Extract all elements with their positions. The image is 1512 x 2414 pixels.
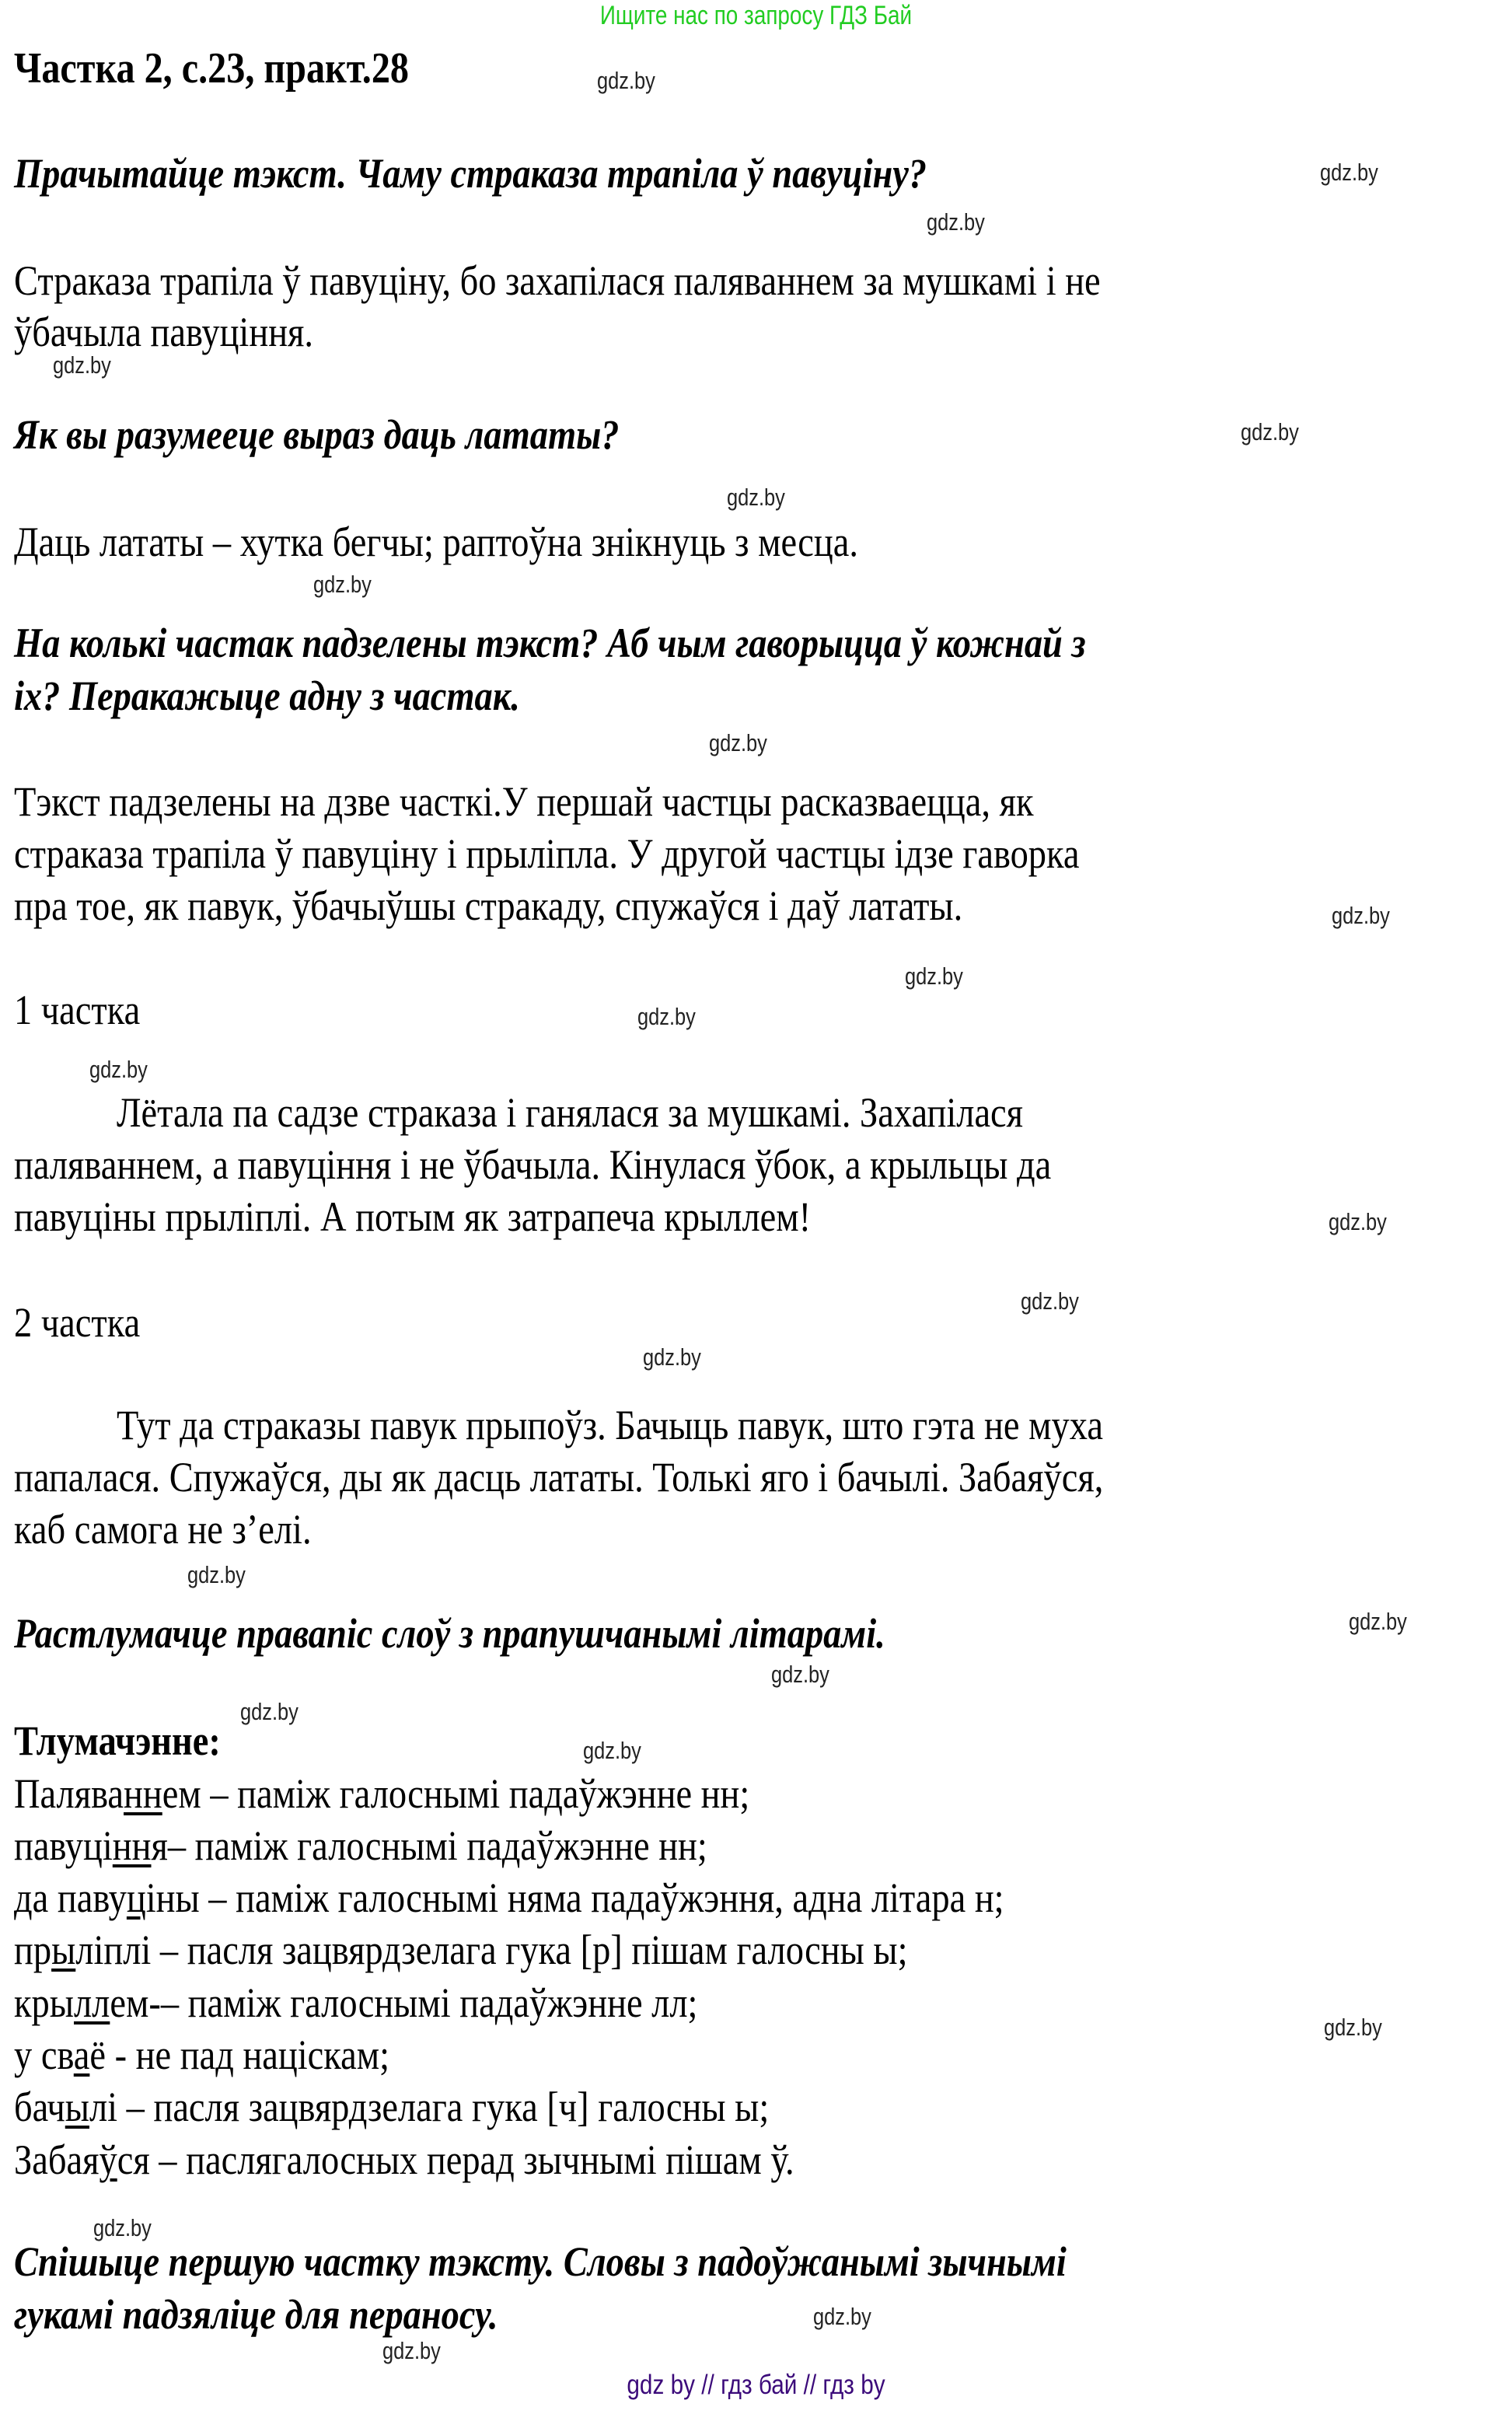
footer-links: gdz by // гдз бай // гдз by (627, 2370, 885, 2400)
question-1: Прачытайце тэкст. Чаму страказа трапіла ў павуціну? (14, 150, 927, 197)
rule-text: я– паміж галоснымі падаўжэнне нн; (151, 1822, 707, 1869)
watermark: gdz.by (727, 484, 785, 511)
question-2: Як вы разумееце выраз даць лататы? (14, 411, 620, 458)
watermark: gdz.by (240, 1698, 299, 1725)
explanation-line (14, 1820, 707, 1871)
search-banner: Ищите нас по запросу ГДЗ Бай (599, 1, 913, 30)
part-2-line-2: папалася. Спужаўся, ды як дасць лататы. Толькі яго і бачылі. Забаяўся, (14, 1454, 1104, 1500)
watermark: gdz.by (637, 1003, 696, 1030)
part-2-line-3: каб самога не з’елі. (14, 1506, 312, 1553)
question-3-line-2: іх? Перакажыце адну з частак. (14, 672, 520, 719)
part-2-label: 2 частка (14, 1299, 141, 1346)
part-1-label: 1 частка (14, 987, 141, 1033)
watermark: gdz.by (1349, 1608, 1407, 1635)
watermark: gdz.by (771, 1661, 829, 1688)
underlined-letters: а (73, 2031, 90, 2078)
watermark: gdz.by (382, 2337, 441, 2364)
word-part: павуці (14, 1822, 113, 1869)
word-part: Палява (14, 1770, 124, 1817)
explanation-line (14, 1977, 697, 2028)
explanation-line (14, 2029, 389, 2080)
watermark: gdz.by (709, 729, 767, 756)
part-1-line-1: Лётала па садзе страказа і ганялася за мушкамі. Захапілася (117, 1089, 1024, 1136)
word-part: у св (14, 2031, 74, 2078)
explanation-line (14, 2134, 794, 2185)
underlined-letters: ц (126, 1874, 146, 1921)
rule-text: ем – паміж галоснымі падаўжэнне нн; (162, 1770, 750, 1817)
watermark: gdz.by (583, 1737, 641, 1764)
watermark: gdz.by (1324, 2014, 1382, 2041)
underlined-letters: ў (99, 2136, 117, 2183)
answer-3-line-1: Тэкст падзелены на дзве часткі.У першай частцы расказваецца, як (14, 778, 1034, 825)
underlined-letters: ы (65, 2084, 89, 2130)
rule-text: ліплі – пасля зацвярдзелага гука [р] пішам галосны ы; (75, 1927, 908, 1973)
watermark: gdz.by (1329, 1208, 1387, 1235)
rule-text: ё - не пад націскам; (89, 2031, 390, 2078)
question-5-line-2: гукамі падзяліце для пераносу. (14, 2291, 498, 2338)
word-part: кры (14, 1979, 74, 2026)
word-part: бач (14, 2084, 65, 2130)
rule-text: іны – паміж галоснымі няма падаўжэння, адна літара н; (145, 1874, 1004, 1921)
explanation-line (14, 1768, 749, 1819)
question-5-line-1: Спішыце першую частку тэксту. Словы з падоўжанымі зычнымі (14, 2238, 1067, 2285)
watermark: gdz.by (643, 1343, 701, 1371)
watermark: gdz.by (1241, 418, 1299, 445)
watermark: gdz.by (1320, 159, 1378, 186)
watermark: gdz.by (1332, 902, 1390, 929)
explanation-line (14, 1924, 907, 1976)
answer-2: Даць лататы – хутка бегчы; раптоўна знікнуць з месца. (14, 519, 858, 565)
answer-1-line-1: Страказа трапіла ў павуціну, бо захапілася паляваннем за мушкамі і не (14, 257, 1101, 304)
watermark: gdz.by (905, 962, 963, 990)
part-1-line-2: паляваннем, а павуціння і не ўбачыла. Кінулася ўбок, а крыльцы да (14, 1141, 1052, 1188)
watermark: gdz.by (53, 351, 111, 379)
part-1-line-3: павуціны прыліплі. А потым як затрапеча крыллем! (14, 1193, 812, 1240)
watermark: gdz.by (187, 1561, 246, 1588)
underlined-letters: нн (112, 1822, 152, 1869)
part-2-line-1: Тут да страказы павук прыпоўз. Бачыць павук, што гэта не муха (117, 1402, 1103, 1448)
explanation-line (14, 2081, 769, 2133)
explanation-line (14, 1872, 1004, 1923)
explanation-heading: Тлумачэнне: (14, 1717, 221, 1764)
answer-3-line-3: пра тое, як павук, ўбачыўшы стракаду, спужаўся і даў лататы. (14, 882, 963, 929)
answer-3-line-2: страказа трапіла ў павуціну і прыліпла. У другой частцы ідзе гаворка (14, 830, 1080, 877)
question-3-line-1: На колькі частак падзелены тэкст? Аб чым гаворыцца ў кожнай з (14, 620, 1086, 666)
rule-text: ем-– паміж галоснымі падаўжэнне лл; (110, 1979, 698, 2026)
underlined-letters: нн (124, 1770, 162, 1817)
watermark: gdz.by (1021, 1287, 1079, 1315)
watermark: gdz.by (927, 208, 985, 236)
rule-text: ся – паслягалосных перад зычнымі пішам ў. (117, 2136, 794, 2183)
answer-1-line-2: ўбачыла павуціння. (14, 309, 314, 355)
underlined-letters: ы (51, 1927, 76, 1973)
page-title: Частка 2, с.23, практ.28 (14, 44, 410, 93)
watermark: gdz.by (313, 571, 372, 598)
word-part: пр (14, 1927, 52, 1973)
watermark: gdz.by (93, 2214, 152, 2241)
watermark: gdz.by (597, 67, 655, 94)
watermark: gdz.by (813, 2303, 871, 2330)
question-4: Растлумачце правапіс слоў з прапушчанымі літарамі. (14, 1610, 885, 1657)
word-part: да паву (14, 1874, 127, 1921)
word-part: Забая (14, 2136, 100, 2183)
rule-text: лі – пасля зацвярдзелага гука [ч] галосны ы; (89, 2084, 770, 2130)
underlined-letters: лл (73, 1979, 110, 2026)
watermark: gdz.by (89, 1056, 148, 1083)
